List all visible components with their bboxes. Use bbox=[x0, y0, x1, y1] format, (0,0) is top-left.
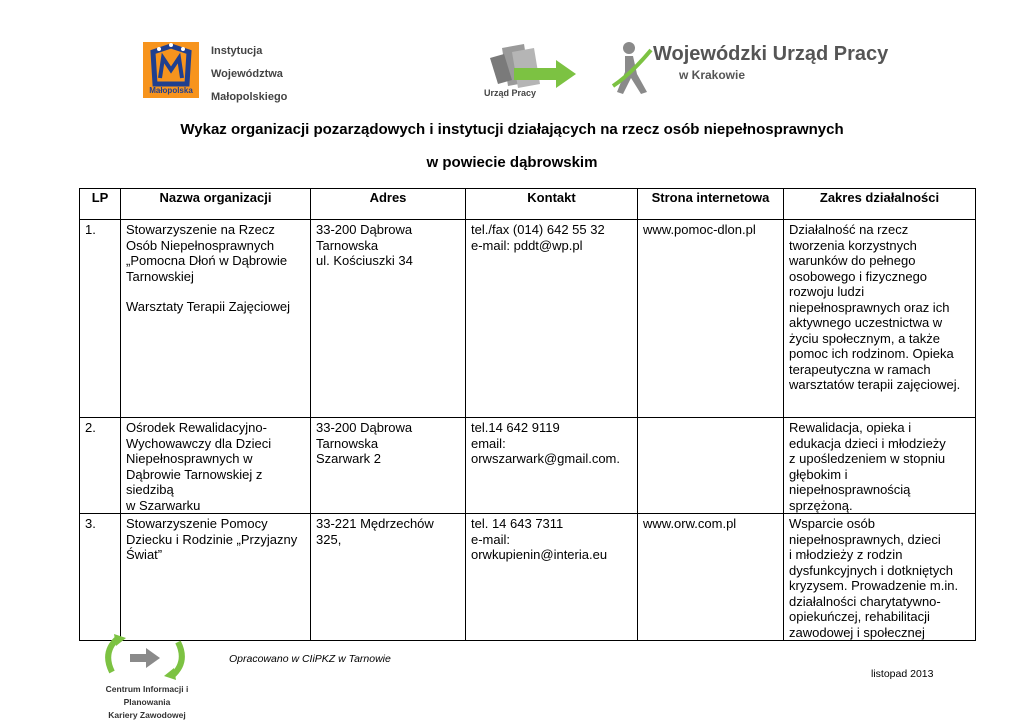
address-cell bbox=[311, 418, 466, 514]
table-header-row bbox=[80, 189, 976, 220]
scope-line: zawodowej i społecznej bbox=[789, 624, 925, 640]
name-line: Świat” bbox=[126, 547, 163, 562]
scope-line: niepełnosprawnych oraz ich bbox=[789, 299, 950, 315]
organizations-table bbox=[79, 188, 976, 641]
scope-line: warunków do pełnego bbox=[789, 253, 916, 268]
scope-line: życiu społecznym, a także bbox=[789, 330, 941, 346]
malopolska-badge-label: Małopolska bbox=[149, 86, 193, 95]
contact-cell bbox=[466, 220, 638, 418]
scope-line: Wsparcie osób bbox=[789, 516, 875, 531]
malopolska-line3: Małopolskiego bbox=[211, 91, 288, 103]
scope-line: głębokim i bbox=[789, 466, 848, 482]
scope-line: tworzenia korzystnych bbox=[789, 237, 917, 253]
column-header-lp: LP bbox=[80, 189, 121, 220]
row-number: 3. bbox=[80, 514, 121, 641]
table-row bbox=[80, 418, 976, 514]
scope-line: z upośledzeniem w stopniu bbox=[789, 451, 946, 466]
scope-line: osobowego i fizycznego bbox=[789, 268, 928, 284]
contact-cell bbox=[466, 514, 638, 641]
scope-line: działalności charytatywno- bbox=[789, 593, 941, 609]
scope-line: aktywnego uczestnictwa w bbox=[789, 315, 943, 330]
organization-name-cell bbox=[121, 418, 311, 514]
website-cell: www.orw.com.pl bbox=[638, 514, 784, 641]
scope-cell bbox=[784, 418, 976, 514]
address-line: 33-200 Dąbrowa bbox=[316, 420, 413, 435]
contact-line: tel./fax (014) 642 55 32 bbox=[471, 222, 605, 237]
contact-line: e-mail: bbox=[471, 531, 511, 547]
cipkz-logo-icon bbox=[102, 632, 188, 682]
scope-line: opiekuńczej, rehabilitacji bbox=[789, 609, 930, 624]
column-header-contact: Kontakt bbox=[466, 189, 638, 220]
scope-line: niepełnosprawnością bbox=[789, 482, 911, 497]
document-title: Wykaz organizacji pozarządowych i instytucji działających na rzecz osób niepełnosprawnych bbox=[180, 121, 844, 138]
scope-cell bbox=[784, 220, 976, 418]
document-date: listopad 2013 bbox=[871, 668, 934, 680]
scope-line: sprzężoną. bbox=[789, 497, 853, 513]
table-row bbox=[80, 514, 976, 641]
row-number: 2. bbox=[80, 418, 121, 514]
address-line: 33-200 Dąbrowa bbox=[316, 222, 413, 237]
address-line: 325, bbox=[316, 531, 342, 547]
address-line: Tarnowska bbox=[316, 435, 379, 451]
contact-cell bbox=[466, 418, 638, 514]
contact-line: tel.14 642 9119 bbox=[471, 420, 560, 435]
name-line: Stowarzyszenie na Rzecz bbox=[126, 222, 275, 237]
name-line: Ośrodek Rewalidacyjno- bbox=[126, 420, 267, 435]
organization-name-cell bbox=[121, 220, 311, 418]
malopolska-institution-text bbox=[211, 40, 287, 109]
contact-line: tel. 14 643 7311 bbox=[471, 516, 564, 531]
cipkz-line2: Kariery Zawodowej bbox=[108, 710, 186, 720]
name-line: Dąbrowie Tarnowskiej z bbox=[126, 466, 263, 482]
prepared-by-note: Opracowano w CIiPKZ w Tarnowie bbox=[229, 653, 391, 665]
address-line: 33-221 Mędrzechów bbox=[316, 516, 434, 531]
row-number: 1. bbox=[80, 220, 121, 418]
malopolska-logo bbox=[143, 42, 199, 98]
name-line: Wychowawczy dla Dzieci bbox=[126, 435, 272, 451]
name-line: Tarnowskiej bbox=[126, 268, 194, 284]
name-line: w Szarwarku bbox=[126, 497, 201, 513]
scope-line: i młodzieży z rodzin bbox=[789, 547, 903, 562]
table-row bbox=[80, 220, 976, 418]
address-line: ul. Kościuszki 34 bbox=[316, 253, 413, 268]
document-subtitle: w powiecie dąbrowskim bbox=[426, 154, 598, 171]
address-cell bbox=[311, 514, 466, 641]
contact-line: orwkupienin@interia.eu bbox=[471, 547, 608, 562]
scope-line: Działalność na rzecz bbox=[789, 222, 909, 237]
column-header-scope: Zakres działalności bbox=[784, 189, 976, 220]
cipkz-line1: Centrum Informacji i Planowania bbox=[105, 684, 189, 707]
address-line: Szarwark 2 bbox=[316, 451, 382, 466]
contact-line: e-mail: pddt@wp.pl bbox=[471, 237, 583, 253]
wup-title: Wojewódzki Urząd Pracy bbox=[653, 43, 889, 65]
urzad-pracy-label: Urząd Pracy bbox=[484, 88, 537, 98]
column-header-name: Nazwa organizacji bbox=[121, 189, 311, 220]
name-line: „Pomocna Dłoń w Dąbrowie bbox=[126, 253, 288, 268]
address-cell bbox=[311, 220, 466, 418]
name-line: Niepełnosprawnych w bbox=[126, 451, 253, 466]
organization-name-cell bbox=[121, 514, 311, 641]
column-header-website: Strona internetowa bbox=[638, 189, 784, 220]
address-line: Tarnowska bbox=[316, 237, 379, 253]
website-cell: www.pomoc-dlon.pl bbox=[638, 220, 784, 418]
scope-line: terapeutyczna w ramach bbox=[789, 361, 931, 377]
cipkz-name bbox=[88, 683, 206, 722]
wup-subtitle: w Krakowie bbox=[679, 68, 746, 82]
name-line: Dziecku i Rodzinie „Przyjazny bbox=[126, 531, 298, 547]
name-line: siedzibą bbox=[126, 482, 174, 497]
malopolska-line1: Instytucja bbox=[211, 45, 263, 57]
scope-line: niepełnosprawnych, dzieci bbox=[789, 531, 941, 547]
scope-line: edukacja dzieci i młodzieży bbox=[789, 435, 946, 451]
scope-line: kryzysem. Prowadzenie m.in. bbox=[789, 578, 959, 593]
column-header-address: Adres bbox=[311, 189, 466, 220]
scope-line: Rewalidacja, opieka i bbox=[789, 420, 912, 435]
name-line: Stowarzyszenie Pomocy bbox=[126, 516, 268, 531]
scope-line: pomoc ich rodzinom. Opieka bbox=[789, 346, 954, 361]
scope-line: warsztatów terapii zajęciowej. bbox=[789, 377, 961, 392]
website-cell bbox=[638, 418, 784, 514]
wup-figure-icon bbox=[611, 40, 653, 98]
name-extra: Warsztaty Terapii Zajęciowej bbox=[126, 299, 290, 314]
scope-line: rozwoju ludzi bbox=[789, 284, 865, 299]
contact-line: orwszarwark@gmail.com. bbox=[471, 451, 620, 466]
malopolska-line2: Województwa bbox=[211, 68, 283, 80]
contact-line: email: bbox=[471, 435, 506, 451]
scope-line: dysfunkcyjnych i dotkniętych bbox=[789, 562, 954, 578]
name-line: Osób Niepełnosprawnych bbox=[126, 237, 275, 253]
scope-cell bbox=[784, 514, 976, 641]
